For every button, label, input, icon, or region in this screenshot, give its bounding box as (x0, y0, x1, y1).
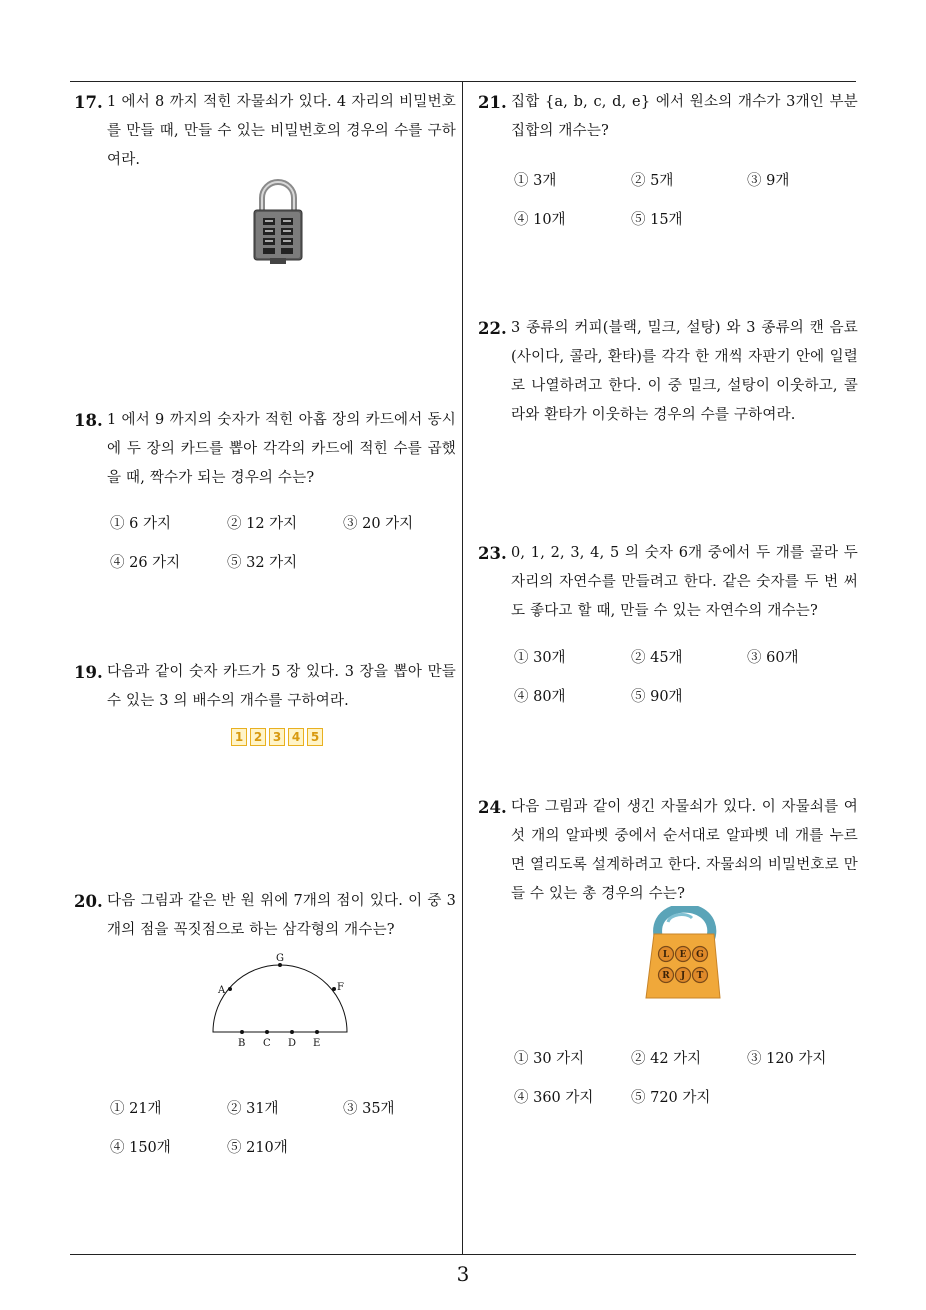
question-17 (74, 88, 456, 175)
number-card: 4 (288, 728, 304, 746)
choice-3[interactable]: ③ 35개 (343, 1101, 395, 1117)
choice-1[interactable]: ① 3개 (514, 173, 557, 189)
choice-5[interactable]: ⑤ 90개 (631, 689, 683, 705)
point-f (332, 987, 336, 991)
choice-2[interactable]: ② 42 가지 (631, 1051, 702, 1067)
choice-3[interactable]: ③ 20 가지 (343, 516, 414, 532)
choice-5[interactable]: ⑤ 32 가지 (227, 555, 298, 571)
semicircle-diagram (200, 948, 360, 1048)
point-e (315, 1030, 319, 1034)
lock-letter: G (696, 950, 704, 960)
question-24 (478, 793, 858, 909)
padlock-image (250, 178, 306, 266)
choice-5[interactable]: ⑤ 15개 (631, 212, 683, 228)
choice-4[interactable]: ④ 360 가지 (514, 1090, 594, 1106)
question-22 (478, 314, 858, 430)
bottom-rule (70, 1254, 856, 1255)
choice-3[interactable]: ③ 60개 (747, 650, 799, 666)
choice-1[interactable]: ① 6 가지 (110, 516, 171, 532)
number-card: 1 (231, 728, 247, 746)
number-card: 5 (307, 728, 323, 746)
lock-letter: R (662, 971, 670, 981)
choice-1[interactable]: ① 30개 (514, 650, 566, 666)
choice-4[interactable]: ④ 80개 (514, 689, 566, 705)
choice-2[interactable]: ② 45개 (631, 650, 683, 666)
choice-2[interactable]: ② 31개 (227, 1101, 279, 1117)
choice-3[interactable]: ③ 9개 (747, 173, 790, 189)
lock-letter: E (679, 950, 687, 960)
label-d: D (288, 1038, 297, 1048)
question-text: 0, 1, 2, 3, 4, 5 의 숫자 6개 중에서 두 개를 골라 두 자리의 자연수를 만들려고 한다. 같은 숫자를 두 번 써도 좋다고 할 때, 만들 수 있는 자연수의 개수는? (511, 545, 858, 619)
question-text: 3 종류의 커피(블랙, 밀크, 설탕) 와 3 종류의 캔 음료(사이다, 콜라, 환타)를 각각 한 개씩 자판기 안에 일렬로 나열하려고 한다. 이 중 밀크, 설탕이 이웃하고, 콜라와 환타가 이웃하는 경우의 수를 구하여라. (511, 320, 858, 423)
top-rule (70, 81, 856, 82)
label-b: B (238, 1038, 246, 1048)
question-text: 1 에서 8 까지 적힌 자물쇠가 있다. 4 자리의 비밀번호를 만들 때, 만들 수 있는 비밀번호의 경우의 수를 구하여라. (107, 94, 456, 168)
question-text: 다음과 같이 숫자 카드가 5 장 있다. 3 장을 뽑아 만들 수 있는 3 의 배수의 개수를 구하여라. (107, 664, 456, 709)
question-number: 17. (74, 93, 103, 112)
choice-4[interactable]: ④ 26 가지 (110, 555, 181, 571)
page-number: 3 (456, 1262, 470, 1286)
point-c (265, 1030, 269, 1034)
label-e: E (313, 1038, 321, 1048)
point-d (290, 1030, 294, 1034)
question-20 (74, 887, 456, 945)
column-divider (462, 81, 463, 1254)
question-number: 21. (478, 93, 507, 112)
lock-letter: L (662, 950, 670, 960)
question-number: 18. (74, 411, 103, 430)
lock-letter: J (680, 971, 686, 981)
question-21 (478, 88, 858, 146)
label-a: A (218, 985, 226, 996)
choice-4[interactable]: ④ 150개 (110, 1140, 171, 1156)
number-cards (231, 728, 323, 746)
question-text: 1 에서 9 까지의 숫자가 적힌 아홉 장의 카드에서 동시에 두 장의 카드를 뽑아 각각의 카드에 적힌 수를 곱했을 때, 짝수가 되는 경우의 수는? (107, 412, 456, 486)
choice-2[interactable]: ② 5개 (631, 173, 674, 189)
question-23 (478, 539, 858, 626)
question-number: 19. (74, 663, 103, 682)
question-number: 24. (478, 798, 507, 817)
question-text: 다음 그림과 같은 반 원 위에 7개의 점이 있다. 이 중 3개의 점을 꼭짓점으로 하는 삼각형의 개수는? (107, 893, 456, 938)
point-b (240, 1030, 244, 1034)
question-number: 22. (478, 319, 507, 338)
number-card: 3 (269, 728, 285, 746)
question-text: 다음 그림과 같이 생긴 자물쇠가 있다. 이 자물쇠를 여섯 개의 알파벳 중에서 순서대로 알파벳 네 개를 누르면 열리도록 설계하려고 한다. 자물쇠의 비밀번호로 만들 수 있는 총 경우의 수는? (511, 799, 858, 902)
label-g: G (276, 953, 284, 964)
number-card: 2 (250, 728, 266, 746)
choice-3[interactable]: ③ 120 가지 (747, 1051, 827, 1067)
question-18 (74, 406, 456, 493)
choice-1[interactable]: ① 21개 (110, 1101, 162, 1117)
choice-4[interactable]: ④ 10개 (514, 212, 566, 228)
choice-5[interactable]: ⑤ 210개 (227, 1140, 288, 1156)
choice-1[interactable]: ① 30 가지 (514, 1051, 585, 1067)
question-19 (74, 658, 456, 716)
question-number: 20. (74, 892, 103, 911)
lock-letter: T (696, 971, 704, 981)
question-number: 23. (478, 544, 507, 563)
label-c: C (263, 1038, 271, 1048)
letter-lock-image (640, 906, 730, 1002)
choice-5[interactable]: ⑤ 720 가지 (631, 1090, 711, 1106)
point-a (228, 987, 232, 991)
question-text: 집합 {a, b, c, d, e} 에서 원소의 개수가 3개인 부분집합의 개수는? (511, 94, 858, 139)
label-f: F (337, 982, 344, 993)
choice-2[interactable]: ② 12 가지 (227, 516, 298, 532)
